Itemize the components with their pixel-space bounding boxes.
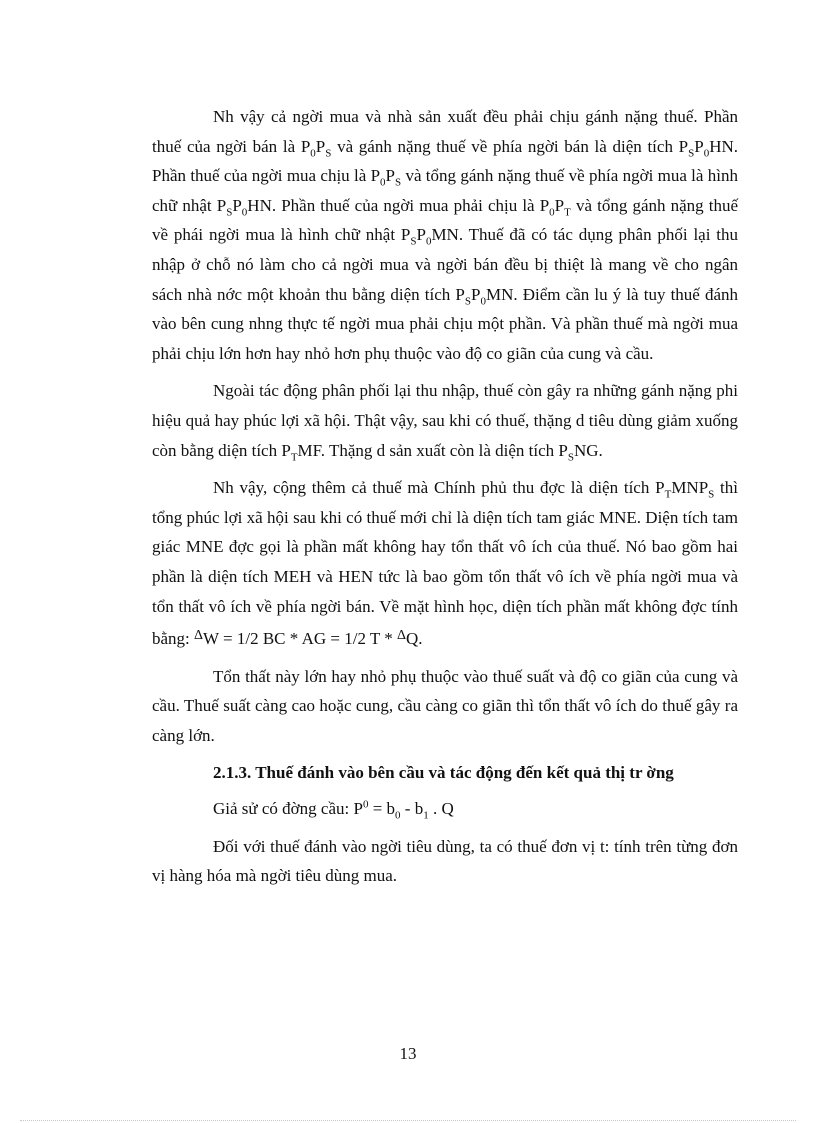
delta-symbol: Δ xyxy=(396,628,406,644)
page-number: 13 xyxy=(399,1044,417,1063)
paragraph-1: Nh vậy cả ngời mua và nhà sản xuất đều phải chịu gánh nặng thuế. Phần thuế của ngời bán là $P_0P_S$ và gánh nặng thuế về phía ngời bán là diện tích $P_SP_0HN$. Phần thuế của ngời mua chịu là $P_0P_S$ và tổng gánh nặng thuế về phía ngời mua là hình chữ nhật $P_SP_0HN$. Phần thuế của ngời mua phải chịu là $P_0P_T$ và tổng gánh nặng thuế về phái ngời mua là hình chữ nhật $P_SP_0MN$. Thuế đã có tác dụng phân phối lại thu nhập ở chỗ nó làm cho cả ngời mua và ngời bán đều bị thiệt là mang về cho ngân sách nhà nớc một khoản thu bằng diện tích $P_SP_0MN$. Điểm cần lu ý là tuy thuế đánh vào bên cung nhng thực tế ngời mua phải chịu một phần. Và phần thuế mà ngời mua phải chịu lớn hơn hay nhỏ hơn phụ thuộc vào độ co giãn của cung và cầu. xyxy=(152,107,739,363)
paragraph-6: Đối với thuế đánh vào ngời tiêu dùng, ta có thuế đơn vị t: tính trên từng đơn vị hàng hóa mà ngời tiêu dùng mua. xyxy=(152,836,738,886)
footer-divider xyxy=(20,1120,796,1121)
paragraph-5: Giả sử có đờng cầu: $P^0 = b_0 - b_1$ . Q xyxy=(213,798,454,822)
paragraph-4: Tổn thất này lớn hay nhỏ phụ thuộc vào thuế suất và độ co giãn của cung và cầu. Thuế suất càng cao hoặc cung, cầu càng co giãn thì tổn thất vô ích do thuế gây ra càng lớn. xyxy=(152,666,738,745)
page-body xyxy=(152,102,738,899)
section-heading: 2.1.3. Thuế đánh vào bên cầu và tác động đến kết quả thị tr ờng xyxy=(213,763,674,783)
paragraph-2: Ngoài tác động phân phối lại thu nhập, thuế còn gây ra những gánh nặng phi hiệu quả hay phúc lợi xã hội. Thật vậy, sau khi có thuế, thặng d tiêu dùng giảm xuống còn bằng diện tích $P_TMF$. Thặng d sản xuất còn là diện tích $P_SNG$. xyxy=(152,381,738,463)
delta-symbol: Δ xyxy=(194,628,204,644)
paragraph-3: Nh vậy, cộng thêm cả thuế mà Chính phủ thu đợc là diện tích $P_TMNP_S$ thì tổng phúc lợi xã hội sau khi có thuế mới chỉ là diện tích tam giác MNE. Diện tích tam giác MNE đợc gọi là phần mất không hay tổn thất vô ích của thuế. Nó bao gồm hai phần là diện tích MEH và HEN tức là bao gồm tổn thất vô ích về phía ngời mua và tổn thất vô ích về phía ngời bán. Về mặt hình học, diện tích phần mất không đợc tính bằng: $^\Delta$W = 1/2 BC * AG = 1/2 T * $^\Delta$Q. xyxy=(152,478,739,649)
